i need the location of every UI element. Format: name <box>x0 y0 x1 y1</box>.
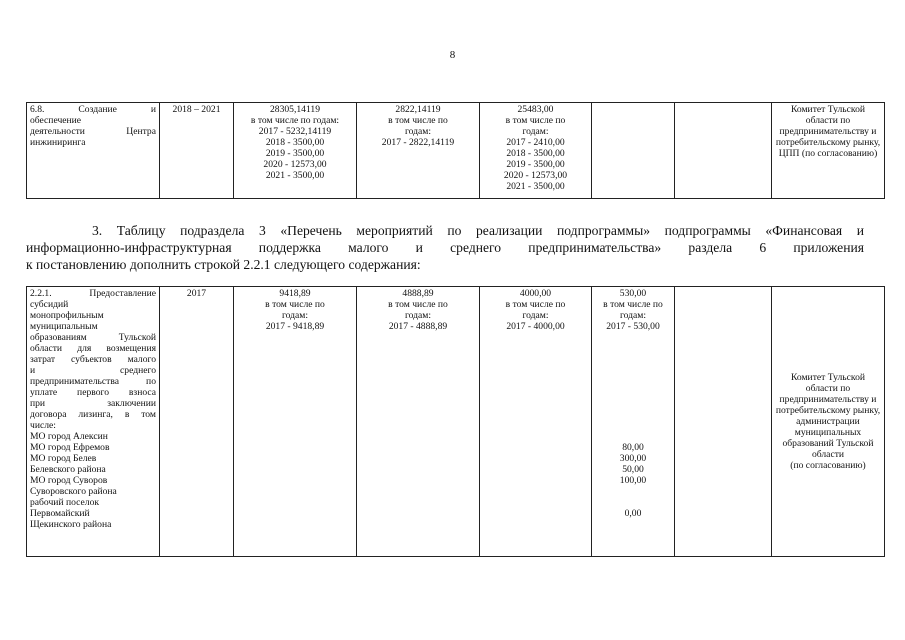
paragraph-line: информационно-инфраструктурная поддержка малого и среднего предпринимательства» раздела 6 приложения <box>26 240 864 255</box>
paragraph-line: 3. Таблицу подраздела 3 «Перечень мероприятий по реализации подпрограммы» подпрограммы «Финансовая и <box>92 223 864 238</box>
cell-line: 300,00 <box>619 453 647 464</box>
cell-line: 80,00 <box>622 442 644 453</box>
cell-line: в том числе по <box>603 299 663 310</box>
cell-line: предпринимательству и <box>779 394 877 405</box>
bottom-total <box>237 288 353 332</box>
cell-line: годам: <box>281 310 309 321</box>
cell-line: 2020 - 12573,00 <box>263 159 327 170</box>
bottom-name-cell <box>27 287 160 557</box>
cell-line: в том числе по <box>265 299 325 310</box>
cell-line: предпринимательству и <box>779 126 877 137</box>
cell-line: ЦПП (по согласованию) <box>778 148 878 159</box>
cell-line: 2021 - 3500,00 <box>506 181 565 192</box>
top-regional-cell <box>480 103 592 199</box>
cell-line: муниципальных <box>794 427 862 438</box>
cell-line: 2017 - 2822,14119 <box>381 137 455 148</box>
bottom-period: 2017 <box>186 288 207 299</box>
cell-line: 2020 - 12573,00 <box>503 170 568 181</box>
top-total <box>237 104 353 181</box>
cell-line: годам: <box>619 310 647 321</box>
cell-line: инжиниринга <box>30 137 86 148</box>
top-period-cell <box>160 103 234 199</box>
cell-line: (по согласованию) <box>790 460 866 471</box>
cell-line: в том числе по <box>505 299 566 310</box>
cell-line: в том числе по <box>388 299 448 310</box>
bottom-total-cell <box>234 287 357 557</box>
top-federal-cell <box>357 103 480 199</box>
top-period: 2018 – 2021 <box>172 104 221 115</box>
cell-line: образований Тульской <box>782 438 874 449</box>
cell-line: годам: <box>404 126 432 137</box>
cell-line: годам: <box>522 126 549 137</box>
cell-line: обеспечение <box>30 115 82 126</box>
cell-line: в том числе по <box>505 115 566 126</box>
bottom-regional <box>483 288 588 332</box>
cell-line: 2017 - 2410,00 <box>506 137 565 148</box>
top-executor <box>775 104 881 159</box>
cell-line: 2018 - 3500,00 <box>506 148 565 159</box>
top-other-cell <box>675 103 772 199</box>
cell-line: Комитет Тульской <box>790 372 866 383</box>
cell-line: годам: <box>404 310 432 321</box>
cell-line: 100,00 <box>619 475 647 486</box>
cell-line: 2822,14119 <box>395 104 441 115</box>
cell-line <box>595 497 671 508</box>
cell-line: 530,00 <box>619 288 647 299</box>
cell-line: 2018 - 3500,00 <box>265 137 325 148</box>
bottom-executor-cell <box>772 287 885 557</box>
top-name <box>30 104 156 148</box>
cell-line: 9418,89 <box>279 288 311 299</box>
bottom-period-cell <box>160 287 234 557</box>
bottom-executor <box>775 372 881 471</box>
top-name-cell <box>27 103 160 199</box>
cell-line: 2019 - 3500,00 <box>506 159 565 170</box>
table-bottom <box>26 286 885 557</box>
paragraph-line: к постановлению дополнить строкой 2.2.1 следующего содержания: <box>26 257 421 272</box>
cell-line: 4888,89 <box>402 288 434 299</box>
page-number: 8 <box>449 49 456 61</box>
cell-line: деятельности Центра <box>30 126 156 137</box>
bottom-local-values <box>595 442 671 519</box>
cell-line: администрации <box>796 416 860 427</box>
top-total-cell <box>234 103 357 199</box>
bottom-federal <box>360 288 476 332</box>
table-top <box>26 102 885 199</box>
cell-line: области по <box>805 383 851 394</box>
bottom-federal-cell <box>357 287 480 557</box>
cell-line: в том числе по годам: <box>250 115 340 126</box>
cell-line: 6.8. Создание и <box>30 104 156 115</box>
top-local-cell <box>592 103 675 199</box>
cell-line: 2017 - 4000,00 <box>506 321 565 332</box>
amendment-paragraph <box>26 222 864 273</box>
bottom-other-cell <box>675 287 772 557</box>
cell-line: области <box>811 449 845 460</box>
cell-line <box>595 486 671 497</box>
cell-line: потребительскому рынку, <box>775 137 881 148</box>
cell-line: 2017 - 5232,14119 <box>258 126 332 137</box>
cell-line: потребительскому рынку, <box>775 405 881 416</box>
bottom-regional-cell <box>480 287 592 557</box>
top-federal <box>360 104 476 148</box>
cell-line: 2017 - 530,00 <box>606 321 660 332</box>
cell-line: 25483,00 <box>517 104 554 115</box>
top-executor-cell <box>772 103 885 199</box>
cell-line: годам: <box>522 310 549 321</box>
cell-line: Комитет Тульской <box>790 104 866 115</box>
cell-line: 28305,14119 <box>269 104 320 115</box>
cell-line: области по <box>805 115 851 126</box>
cell-line: 0,00 <box>624 508 642 519</box>
bottom-local-cell <box>592 287 675 557</box>
cell-line: 2017 - 4888,89 <box>388 321 448 332</box>
cell-line: 2019 - 3500,00 <box>265 148 325 159</box>
bottom-local <box>595 288 671 332</box>
top-regional <box>483 104 588 192</box>
cell-line: 2021 - 3500,00 <box>265 170 325 181</box>
cell-line: в том числе по <box>388 115 448 126</box>
cell-line: 50,00 <box>622 464 644 475</box>
cell-line: 2017 - 9418,89 <box>265 321 325 332</box>
bottom-name: 2.2.1. Предоставление субсидий монопрофильным муниципальным образованиям Тульской области для возмещения затрат субъектов малого и среднего предпринимательства по уплате первого взноса при заключении договора лизинга, в том числе: МО город Алексин МО город Ефремов МО город Белев Белевского района МО город Суворов Суворовского района рабочий поселок Первомайский Щекинского района <box>30 288 156 530</box>
cell-line: 4000,00 <box>519 288 552 299</box>
